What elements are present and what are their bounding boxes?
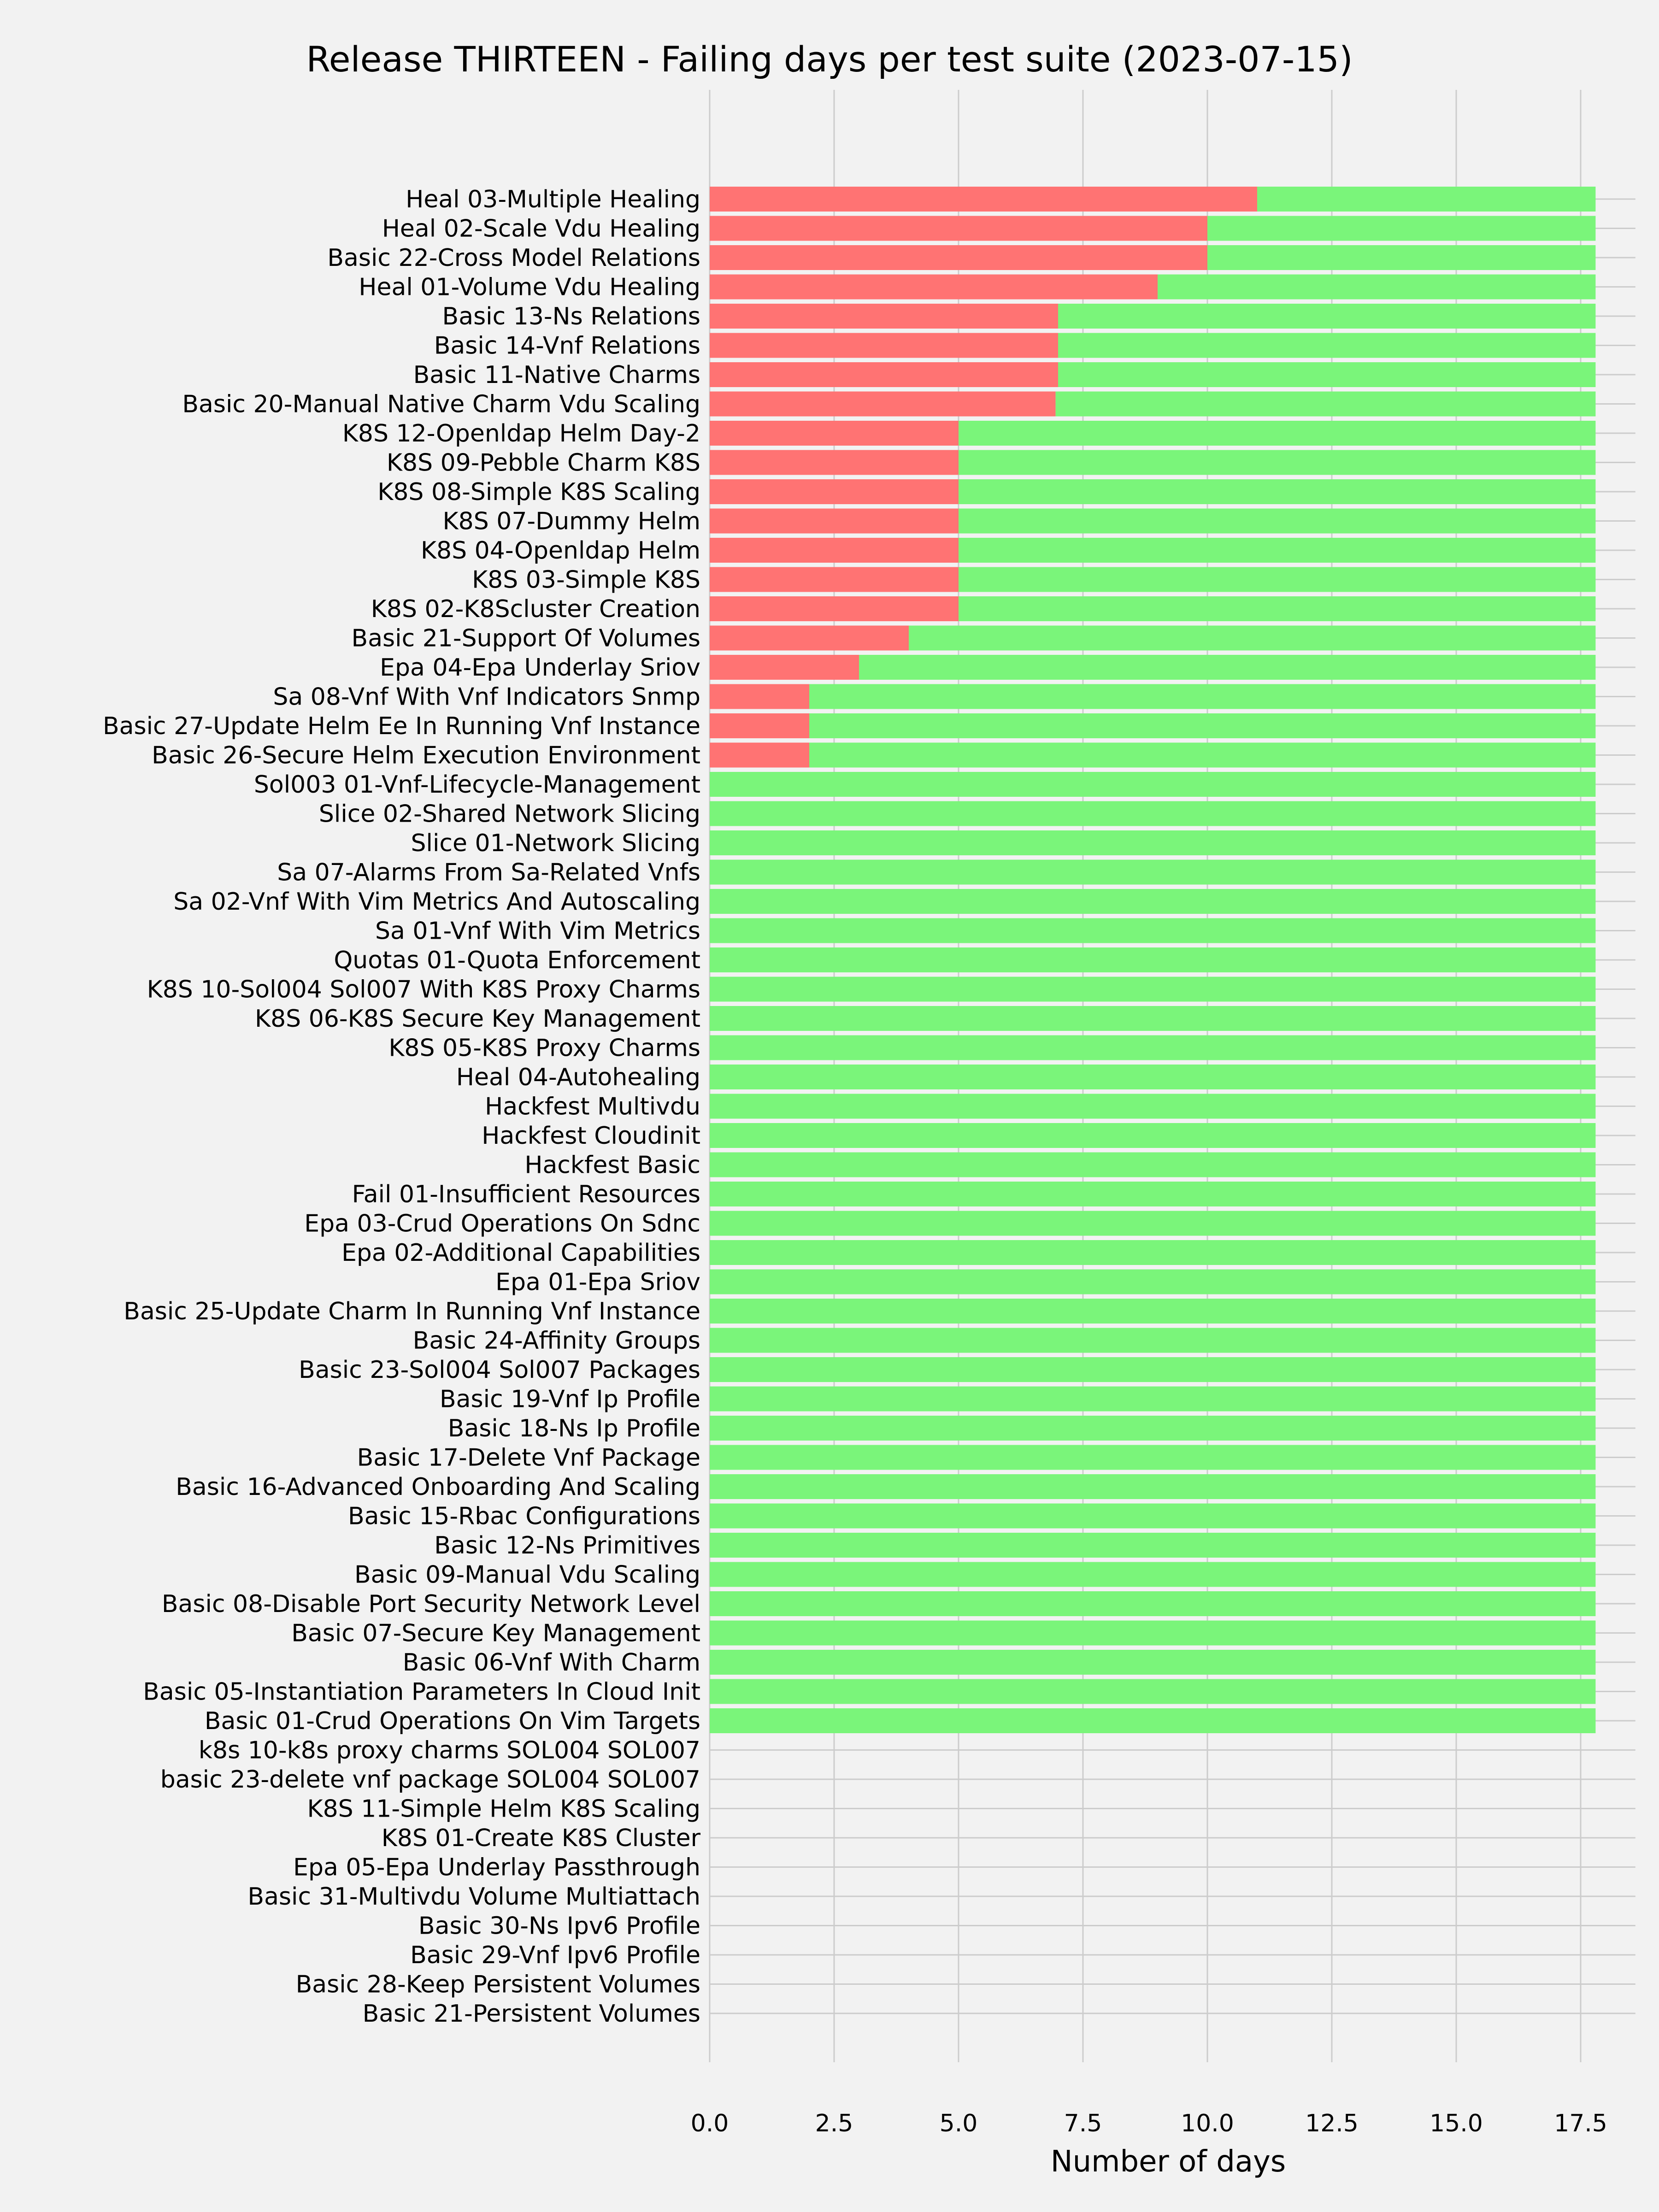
pass-bar (1058, 333, 1595, 358)
y-tick-label: Basic 21-Persistent Volumes (362, 2000, 700, 2028)
x-tick-label: 0.0 (690, 2110, 729, 2137)
pass-bar (710, 1357, 1595, 1382)
y-tick-label: K8S 04-Openldap Helm (420, 537, 700, 565)
pass-bar (710, 801, 1595, 826)
y-tick-label: Slice 02-Shared Network Slicing (318, 800, 700, 828)
y-tick-label: Basic 19-Vnf Ip Profile (439, 1385, 700, 1413)
y-tick-label: Basic 01-Crud Operations On Vim Targets (204, 1707, 700, 1735)
pass-bar (710, 1474, 1595, 1499)
fail-bar (710, 655, 859, 680)
fail-bar (710, 538, 959, 563)
y-tick-label: Basic 31-Multivdu Volume Multiattach (247, 1883, 700, 1911)
y-tick-label: Epa 01-Epa Sriov (495, 1268, 700, 1296)
pass-bar (809, 713, 1595, 738)
pass-bar (710, 1387, 1595, 1412)
y-tick-label: Basic 07-Secure Key Management (291, 1619, 700, 1647)
pass-bar (710, 1650, 1595, 1675)
pass-bar (959, 567, 1595, 592)
chart-title: Release THIRTEEN - Failing days per test suite (2023-07-15) (306, 39, 1353, 80)
y-tick-label: Sa 08-Vnf With Vnf Indicators Snmp (273, 683, 700, 711)
fail-bar (710, 362, 1058, 387)
pass-bar (710, 1679, 1595, 1704)
y-tick-label: Hackfest Basic (524, 1151, 700, 1179)
y-tick-label: Quotas 01-Quota Enforcement (334, 947, 700, 974)
fail-bar (710, 479, 959, 504)
pass-bar (959, 509, 1595, 534)
fail-bar (710, 596, 959, 621)
pass-bar (959, 538, 1595, 563)
pass-bar (710, 1504, 1595, 1529)
y-tick-label: Basic 18-Ns Ip Profile (447, 1415, 700, 1442)
pass-bar (959, 596, 1595, 621)
fail-bar (710, 713, 809, 738)
pass-bar (809, 684, 1595, 709)
fail-bar (710, 421, 959, 446)
pass-bar (710, 977, 1595, 1002)
y-tick-label: Sa 02-Vnf With Vim Metrics And Autoscaling (173, 888, 700, 916)
pass-bar (710, 1562, 1595, 1587)
x-tick-label: 15.0 (1430, 2110, 1483, 2137)
pass-bar (710, 1211, 1595, 1236)
y-tick-label: Slice 01-Network Slicing (411, 830, 700, 857)
x-tick-label: 2.5 (815, 2110, 853, 2137)
y-tick-label: K8S 08-Simple K8S Scaling (377, 478, 700, 506)
pass-bar (710, 1094, 1595, 1119)
pass-bar (710, 772, 1595, 797)
pass-bar (959, 450, 1595, 475)
pass-bar (710, 947, 1595, 972)
fail-bar (710, 333, 1058, 358)
y-tick-label: Basic 05-Instantiation Parameters In Cloud Init (143, 1678, 700, 1706)
y-tick-label: Sa 07-Alarms From Sa-Related Vnfs (277, 859, 700, 887)
y-tick-label: Basic 11-Native Charms (413, 361, 700, 389)
fail-bar (710, 275, 1158, 300)
y-tick-label: Basic 27-Update Helm Ee In Running Vnf Instance (102, 712, 700, 740)
y-tick-label: Basic 29-Vnf Ipv6 Profile (410, 1941, 700, 1969)
fail-bar (710, 509, 959, 534)
x-tick-label: 17.5 (1554, 2110, 1607, 2137)
pass-bar (710, 1065, 1595, 1089)
y-tick-label: Basic 06-Vnf With Charm (402, 1649, 700, 1677)
y-tick-label: Basic 09-Manual Vdu Scaling (354, 1561, 700, 1589)
pass-bar (710, 1270, 1595, 1294)
y-tick-label: K8S 02-K8Scluster Creation (371, 595, 700, 623)
pass-bar (710, 918, 1595, 943)
x-tick-label: 12.5 (1305, 2110, 1359, 2137)
pass-bar (710, 1708, 1595, 1733)
pass-bar (959, 421, 1595, 446)
y-tick-label: Basic 23-Sol004 Sol007 Packages (299, 1356, 700, 1384)
pass-bar (710, 1621, 1595, 1646)
y-tick-label: Basic 14-Vnf Relations (434, 332, 700, 360)
pass-bar (909, 626, 1595, 651)
y-tick-label: Basic 15-Rbac Configurations (348, 1502, 700, 1530)
y-tick-label: K8S 05-K8S Proxy Charms (388, 1034, 700, 1062)
y-tick-label: Hackfest Multivdu (485, 1093, 700, 1121)
bars-layer (710, 187, 1595, 1733)
x-tick-label: 7.5 (1064, 2110, 1102, 2137)
x-axis-label: Number of days (1050, 2145, 1286, 2179)
y-tick-label: Basic 28-Keep Persistent Volumes (295, 1971, 700, 1999)
pass-bar (710, 1533, 1595, 1558)
y-tick-label: K8S 09-Pebble Charm K8S (386, 449, 700, 477)
fail-bar (710, 392, 1056, 417)
y-tick-label: K8S 03-Simple K8S (472, 566, 700, 594)
pass-bar (859, 655, 1595, 680)
x-tick-label: 10.0 (1181, 2110, 1234, 2137)
y-tick-label: Epa 04-Epa Underlay Sriov (380, 654, 700, 682)
y-tick-label: Epa 03-Crud Operations On Sdnc (304, 1210, 700, 1238)
fail-bar (710, 567, 959, 592)
y-tick-label: Basic 30-Ns Ipv6 Profile (418, 1912, 700, 1940)
pass-bar (710, 1153, 1595, 1177)
pass-bar (710, 1240, 1595, 1265)
y-tick-label: K8S 12-Openldap Helm Day-2 (342, 420, 700, 447)
pass-bar (710, 1328, 1595, 1353)
y-tick-label: Basic 20-Manual Native Charm Vdu Scaling (182, 390, 700, 418)
y-tick-label: Heal 03-Multiple Healing (406, 186, 700, 213)
fail-bar (710, 304, 1058, 329)
y-tick-label: K8S 07-Dummy Helm (442, 507, 700, 535)
pass-bar (710, 830, 1595, 855)
fail-bar (710, 626, 909, 651)
y-tick-label: Fail 01-Insufficient Resources (352, 1181, 700, 1208)
y-tick-label: basic 23-delete vnf package SOL004 SOL007 (160, 1766, 700, 1794)
y-tick-label: Basic 21-Support Of Volumes (351, 624, 700, 653)
y-axis-labels (103, 186, 701, 2028)
fail-bar (710, 216, 1207, 241)
y-tick-label: Heal 01-Volume Vdu Healing (359, 273, 700, 301)
y-tick-label: Heal 02-Scale Vdu Healing (382, 215, 700, 243)
x-axis-ticks (691, 2110, 1607, 2137)
y-tick-label: Sa 01-Vnf With Vim Metrics (375, 917, 700, 945)
pass-bar (710, 1035, 1595, 1060)
fail-bar (710, 450, 959, 475)
y-tick-label: Basic 08-Disable Port Security Network Level (161, 1590, 700, 1618)
pass-bar (710, 860, 1595, 885)
y-tick-label: k8s 10-k8s proxy charms SOL004 SOL007 (198, 1736, 700, 1765)
y-tick-label: Basic 24-Affinity Groups (412, 1327, 700, 1355)
pass-bar (1207, 216, 1595, 241)
y-tick-label: Basic 12-Ns Primitives (434, 1532, 700, 1559)
pass-bar (1207, 245, 1595, 270)
y-tick-label: Basic 22-Cross Model Relations (327, 244, 700, 272)
pass-bar (1056, 392, 1596, 417)
y-tick-label: K8S 06-K8S Secure Key Management (254, 1005, 700, 1033)
pass-bar (1158, 275, 1595, 300)
pass-bar (710, 1445, 1595, 1470)
pass-bar (710, 1006, 1595, 1031)
pass-bar (959, 479, 1595, 504)
pass-bar (710, 1123, 1595, 1148)
pass-bar (809, 743, 1595, 768)
pass-bar (710, 1591, 1595, 1616)
y-tick-label: Basic 16-Advanced Onboarding And Scaling (176, 1473, 700, 1501)
pass-bar (1257, 187, 1595, 212)
y-tick-label: Epa 02-Additional Capabilities (341, 1239, 700, 1267)
pass-bar (1058, 304, 1595, 329)
y-tick-label: K8S 10-Sol004 Sol007 With K8S Proxy Charms (147, 976, 700, 1004)
y-tick-label: Basic 17-Delete Vnf Package (357, 1444, 700, 1472)
y-tick-label: K8S 01-Create K8S Cluster (381, 1824, 700, 1852)
y-tick-label: Sol003 01-Vnf-Lifecycle-Management (253, 771, 700, 799)
pass-bar (1058, 362, 1595, 387)
y-tick-label: K8S 11-Simple Helm K8S Scaling (307, 1795, 700, 1823)
fail-bar (710, 743, 809, 768)
fail-bar (710, 187, 1257, 212)
pass-bar (710, 1182, 1595, 1206)
fail-bar (710, 245, 1207, 270)
fail-bar (710, 684, 809, 709)
y-tick-label: Basic 26-Secure Helm Execution Environment (152, 741, 700, 770)
y-tick-label: Epa 05-Epa Underlay Passthrough (293, 1853, 700, 1882)
pass-bar (710, 1416, 1595, 1441)
y-tick-label: Basic 25-Update Charm In Running Vnf Instance (124, 1298, 700, 1325)
y-tick-label: Hackfest Cloudinit (482, 1122, 700, 1150)
pass-bar (710, 889, 1595, 914)
x-tick-label: 5.0 (939, 2110, 978, 2137)
y-tick-label: Heal 04-Autohealing (456, 1064, 700, 1091)
y-tick-label: Basic 13-Ns Relations (442, 303, 700, 330)
pass-bar (710, 1299, 1595, 1324)
